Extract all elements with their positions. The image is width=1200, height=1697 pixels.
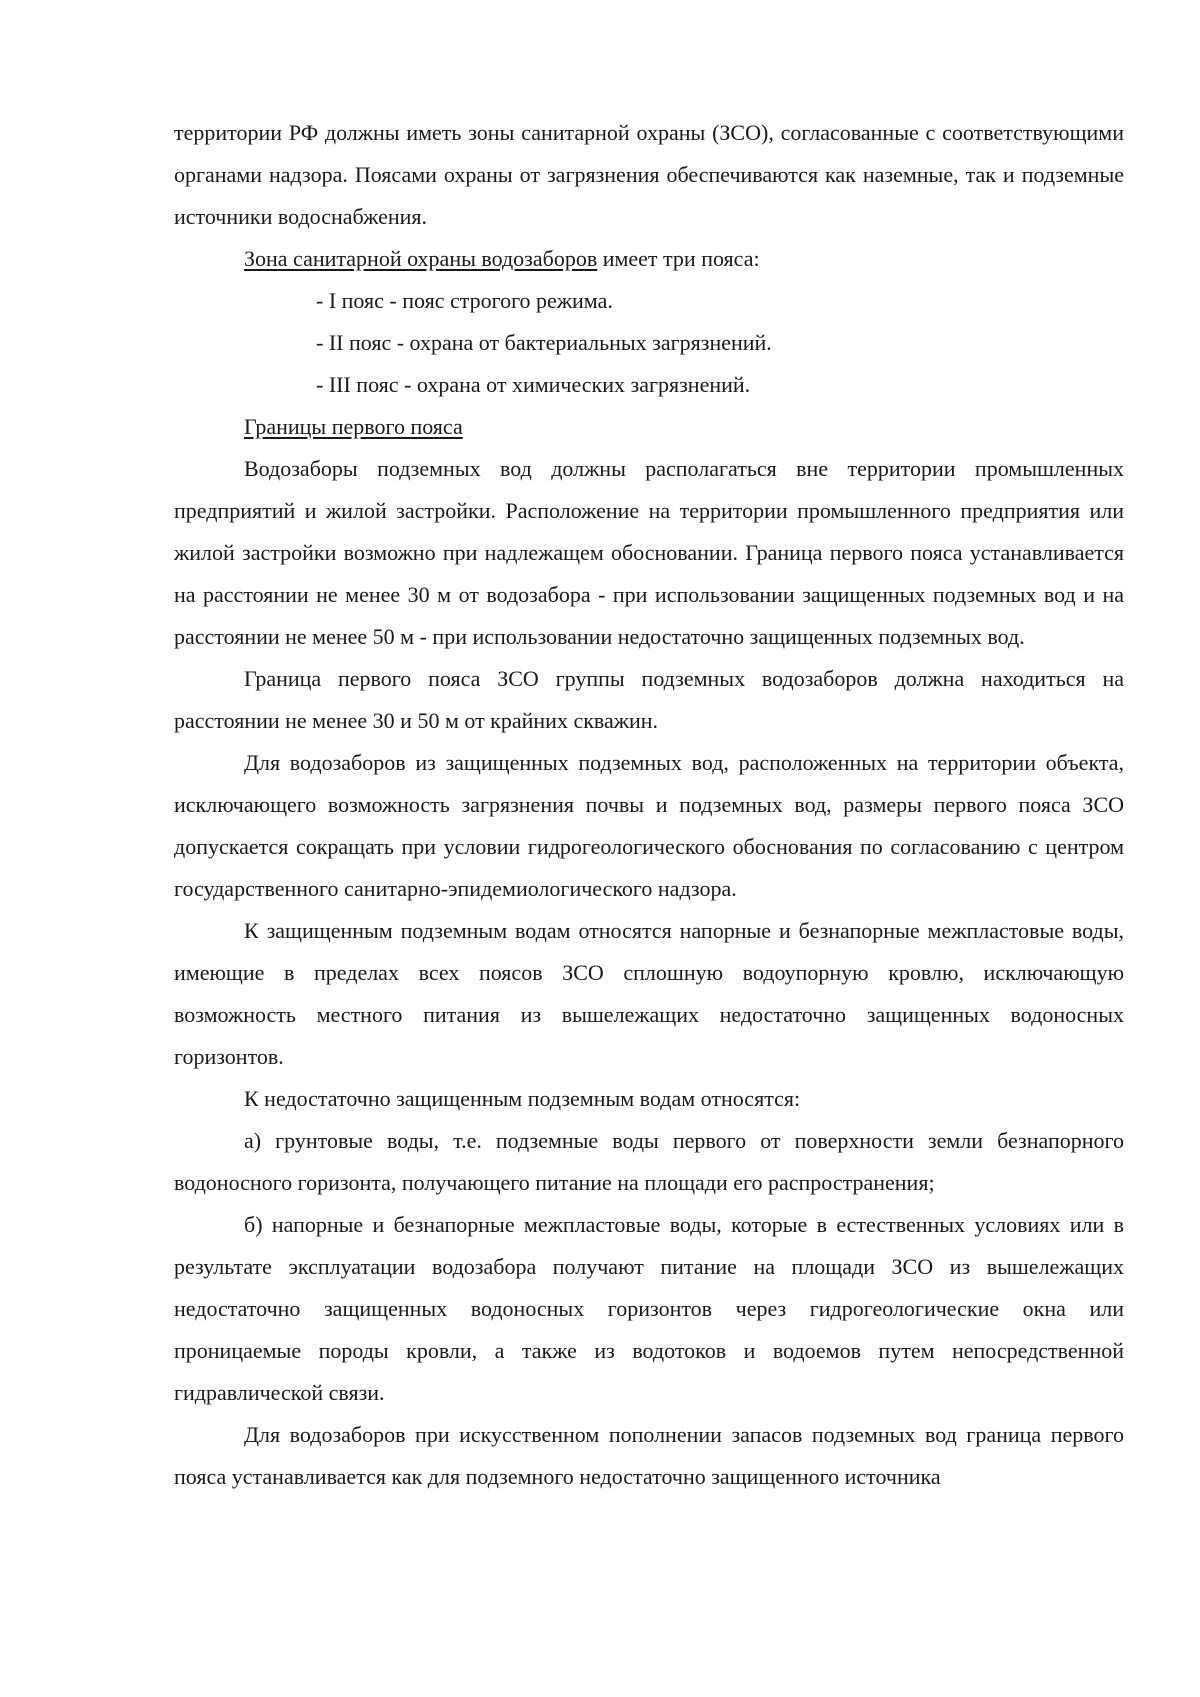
paragraph-protected-waters: К защищенным подземным водам относятся напорные и безнапорные межпластовые воды, имеющие в пределах всех поясов ЗСО сплошную водоупорную кровлю, исключающую возможность местного питания из вышележащих недостаточно защищенных водоносных горизонтов.	[174, 918, 1124, 1069]
first-belt-heading	[174, 406, 1124, 448]
paragraph-item-a: а) грунтовые воды, т.е. подземные воды первого от поверхности земли безнапорного водоносного горизонта, получающего питание на площади его распространения;	[174, 1128, 1124, 1195]
document-page	[174, 112, 1124, 1498]
paragraph-protected-reduction: Для водозаборов из защищенных подземных вод, расположенных на территории объекта, исключающего возможность загрязнения почвы и подземных вод, размеры первого пояса ЗСО допускается сокращать при условии гидрогеологического обоснования по согласованию с центром государственного санитарно-эпидемиологического надзора.	[174, 750, 1124, 901]
zone-heading-rest: имеет три пояса:	[597, 246, 760, 271]
paragraph-intro: территории РФ должны иметь зоны санитарной охраны (ЗСО), согласованные с соответствующими органами надзора. Поясами охраны от загрязнения обеспечиваются как наземные, так и подземные источники водоснабжения.	[174, 120, 1124, 229]
belt-item-2: - II пояс - охрана от бактериальных загрязнений.	[316, 330, 772, 355]
paragraph-first-belt-boundaries: Водозаборы подземных вод должны располагаться вне территории промышленных предприятий и жилой застройки. Расположение на территории промышленного предприятия или жилой застройки возможно при надлежащем обосновании. Граница первого пояса устанавливается на расстоянии не менее 30 м от водозабора - при использовании защищенных подземных вод и на расстоянии не менее 50 м - при использовании недостаточно защищенных подземных вод.	[174, 456, 1124, 649]
belt-item-3: - III пояс - охрана от химических загрязнений.	[316, 372, 751, 397]
paragraph-item-b: б) напорные и безнапорные межпластовые воды, которые в естественных условиях или в результате эксплуатации водозабора получают питание на площади ЗСО из вышележащих недостаточно защищенных водоносных горизонтов через гидрогеологические окна или проницаемые породы кровли, а также из водотоков и водоемов путем непосредственной гидравлической связи.	[174, 1212, 1124, 1405]
belt-item-1: - I пояс - пояс строгого режима.	[316, 288, 613, 313]
paragraph-artificial-recharge: Для водозаборов при искусственном пополнении запасов подземных вод граница первого пояса устанавливается как для подземного недостаточно защищенного источника	[174, 1422, 1124, 1489]
first-belt-heading-text: Границы первого пояса	[244, 414, 463, 439]
paragraph-insufficient-intro: К недостаточно защищенным подземным водам относятся:	[244, 1086, 801, 1111]
zone-heading	[174, 238, 1124, 280]
paragraph-group-boundary: Граница первого пояса ЗСО группы подземных водозаборов должна находиться на расстоянии не менее 30 и 50 м от крайних скважин.	[174, 666, 1124, 733]
zone-heading-underlined: Зона санитарной охраны водозаборов	[244, 246, 598, 271]
